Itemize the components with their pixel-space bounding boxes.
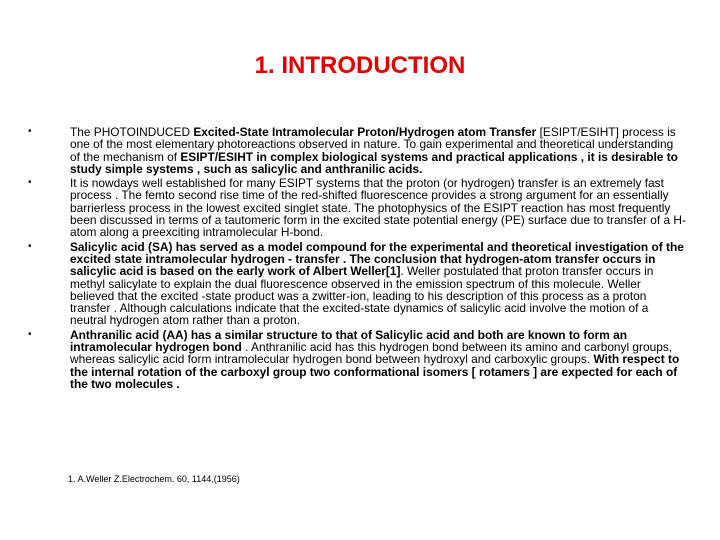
bullet-marker: •	[28, 240, 32, 252]
bullet-item	[26, 241, 686, 327]
bullet-text-segment: The PHOTOINDUCED	[70, 125, 194, 139]
bullet-text-segment: . Anthranilic acid has this hydrogen bond between its amino and carbonyl groups, whereas salicylic acid form intramolecular hydrogen bond between hydroxyl and carboxylic groups.	[70, 340, 673, 367]
bullet-text-segment: Anthranilic acid (AA) has a similar structure to that of Salicylic acid and both are known to form an intramolecular hydrogen bond	[70, 327, 627, 355]
bullet-text-segment: Salicylic acid (SA) has served as a model compound for the experimental and theoretical investigation of the excited state intramolecular hydrogen - transfer . The conclusion that hydrogen-atom transfer occurs in salicylic acid is based on the early work of Albert Weller[1]	[70, 239, 684, 279]
bullet-text-segment: [ESIPT/ESIHT] process is one of the most elementary photoreactions observed in nature. To gain experimental and theoretical understanding of the mechanism of	[70, 125, 676, 164]
bullet-marker: •	[28, 126, 32, 137]
bullet-item	[26, 329, 686, 390]
bullet-item	[26, 177, 686, 238]
bullet-item	[26, 126, 686, 175]
bullet-marker: •	[28, 177, 32, 189]
bullet-marker: •	[28, 328, 32, 340]
footnote: 1. A.Weller Z.Electrochem. 60, 1144,(1956)	[68, 474, 240, 484]
bullet-text-segment: With respect to the internal rotation of the carboxyl group two conformational isomers [ rotamers ] are expected for each of the two molecules .	[70, 352, 680, 391]
bullet-text-segment: It is nowdays well established for many ESIPT systems that the proton (or hydrogen) transfer is an extremely fast process . The femto second rise time of the red-shifted fluorescence provides a strong argument for an essentially barrierless process in the lowest excited singlet state. The photophysics of the ESIPT reaction has most frequently been discussed in terms of a tautomeric form in the excited state potential energy (PE) surface due to transfer of a H-atom along a preexciting intramolecular H-bond.	[70, 176, 686, 240]
bullet-text-segment: . Weller postulated that proton transfer occurs in methyl salicylate to explain the dual fluorescence observed in the emission spectrum of this molecule. Weller believed that the excited -state product was a zwitter-ion, leading to his description of this process as a proton transfer . Although calculations indicate that the excited-state dynamics of salicylic acid involve the motion of a neutral hydrogen atom rather than a proton.	[70, 264, 654, 328]
slide-title: 1. INTRODUCTION	[254, 52, 466, 79]
bullet-list	[26, 126, 686, 392]
bullet-text-segment: Excited-State Intramolecular Proton/Hydrogen atom Transfer	[193, 125, 537, 139]
bullet-text-segment: ESIPT/ESIHT in complex biological systems and practical applications , it is desirable to study simple systems , such as salicylic and anthranilic acids.	[70, 149, 678, 176]
